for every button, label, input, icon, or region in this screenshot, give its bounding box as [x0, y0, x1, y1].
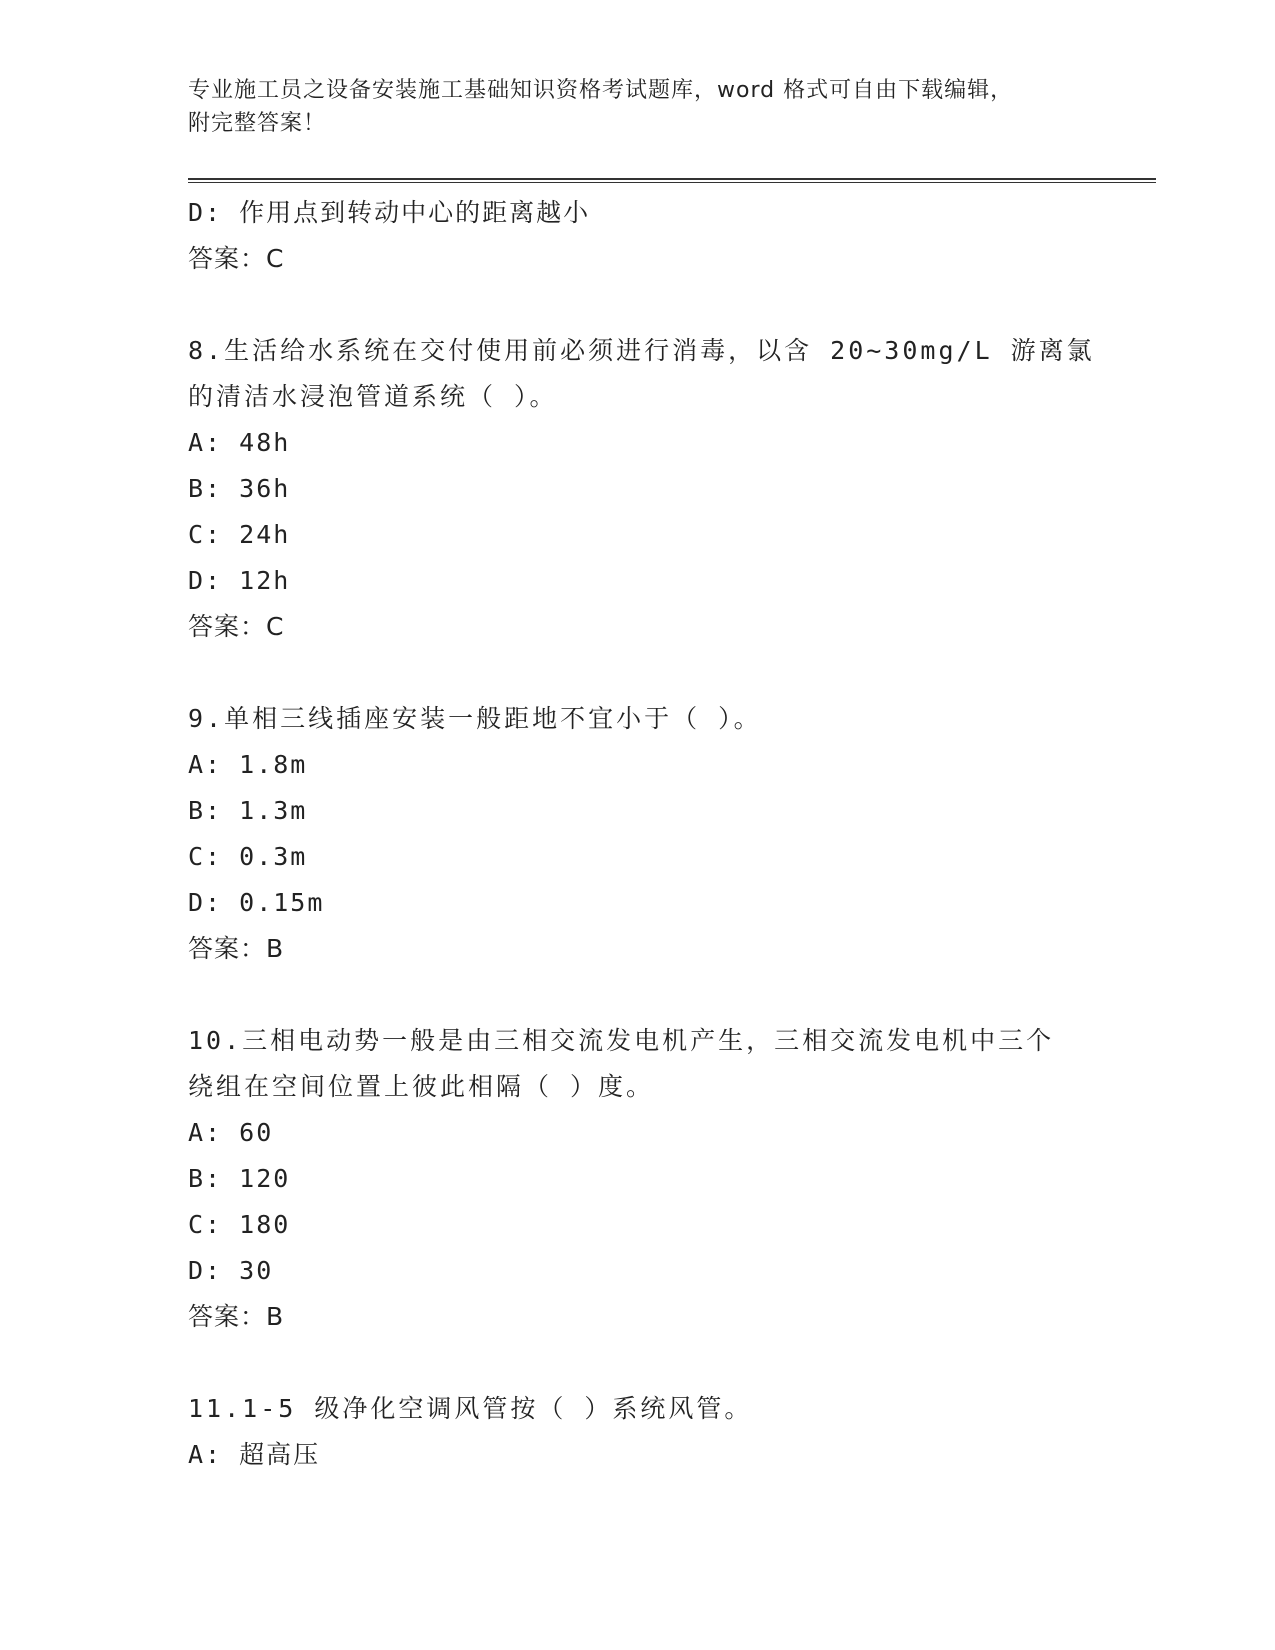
question-11 [188, 1386, 1088, 1478]
option-b: B: 36h [188, 474, 291, 503]
spacer [188, 650, 1088, 696]
answer-line: 答案：C [188, 612, 285, 641]
answer-line: 答案：B [188, 1302, 285, 1331]
document-header [188, 74, 1088, 140]
option-b: B: 120 [188, 1164, 291, 1193]
answer-line: 答案：C [188, 244, 285, 273]
option-a: A: 1.8m [188, 750, 308, 779]
spacer [188, 972, 1088, 1018]
answer-line: 答案：B [188, 934, 285, 963]
option-a: A: 超高压 [188, 1440, 321, 1469]
option-a: A: 60 [188, 1118, 274, 1147]
option-d: D: 0.15m [188, 888, 325, 917]
header-line-2: 附完整答案！ [188, 111, 327, 136]
option-b: B: 1.3m [188, 796, 308, 825]
header-line-1: 专业施工员之设备安装施工基础知识资格考试题库，word 格式可自由下载编辑， [188, 78, 1014, 103]
spacer [188, 282, 1088, 328]
question-7-fragment [188, 190, 1088, 282]
question-stem-continued: 绕组在空间位置上彼此相隔（ ）度。 [188, 1072, 655, 1101]
option-c: C: 180 [188, 1210, 291, 1239]
question-10 [188, 1018, 1088, 1340]
option-c: C: 0.3m [188, 842, 308, 871]
question-list [188, 190, 1095, 1478]
header-divider [188, 178, 1156, 183]
question-stem-continued: 的清洁水浸泡管道系统（ ）。 [188, 382, 558, 411]
option-d: D: 30 [188, 1256, 274, 1285]
question-stem: 9.单相三线插座安装一般距地不宜小于（ ）。 [188, 704, 762, 733]
question-stem: 10.三相电动势一般是由三相交流发电机产生，三相交流发电机中三个 [188, 1026, 1055, 1055]
question-stem: 11.1-5 级净化空调风管按（ ）系统风管。 [188, 1394, 753, 1423]
question-stem: 8.生活给水系统在交付使用前必须进行消毒，以含 20~30mg/L 游离氯 [188, 336, 1095, 365]
question-9 [188, 696, 1088, 972]
option-d: D: 作用点到转动中心的距离越小 [188, 198, 591, 227]
option-c: C: 24h [188, 520, 291, 549]
question-8 [188, 328, 1095, 650]
spacer [188, 1340, 1088, 1386]
option-a: A: 48h [188, 428, 291, 457]
option-d: D: 12h [188, 566, 291, 595]
